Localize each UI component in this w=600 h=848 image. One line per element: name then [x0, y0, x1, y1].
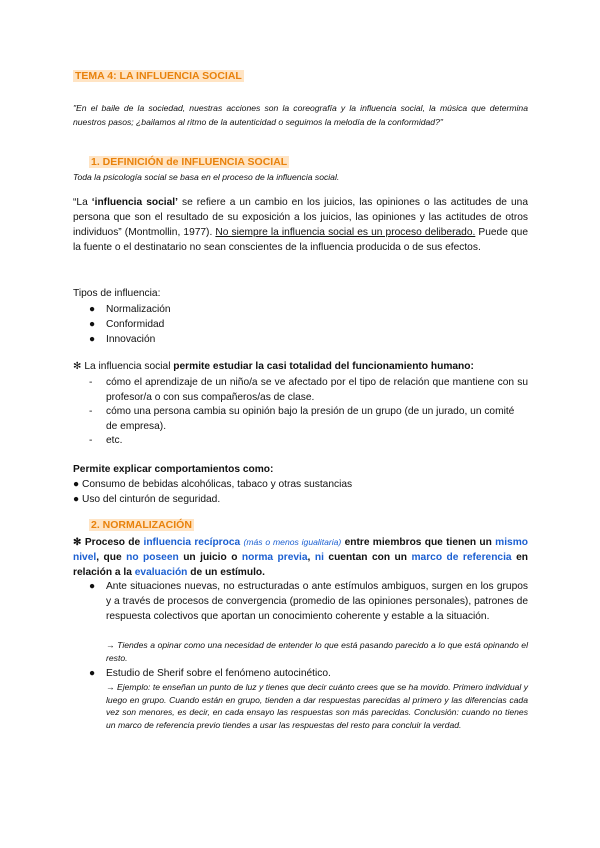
- list-item: ● Ante situaciones nuevas, no estructuradas o ante estímulos ambiguos, surgen en los grupos y a través de procesos de convergencia (promedio de las opiniones personales), patrones de respuesta colectivos que aportan un conocimiento coherente y estable a la situación.: [89, 581, 528, 622]
- definition-paragraph: “La ‘influencia social’ se refiere a un cambio en los juicios, las opiniones o las actitudes de una persona que son el resultado de su exposición a los juicios, las opiniones y las actitudes de otros individuos” (Montmollin, 1977). No siempre la influencia social es un proceso deliberado. Puede que la fuente o el destinatario no sean conscientes de la influencia producida o de sus efectos.: [73, 197, 528, 253]
- opening-quote: "En el baile de la sociedad, nuestras acciones son la coreografía y la influencia social, la música que determina nuestros pasos; ¿bailamos al ritmo de la autenticidad o seguimos la melodía de la conformidad?": [73, 103, 528, 127]
- document-title: TEMA 4: LA INFLUENCIA SOCIAL: [75, 70, 242, 82]
- section-2-heading: 2. NORMALIZACIÓN: [91, 519, 192, 531]
- note: → Ejemplo: te enseñan un punto de luz y tienes que decir cuánto crees que se ha movido. Primero individual y luego en grupo. Cuando están en grupo, tienden a dar respuestas parecidas al primero y las diferencias cada vez son menores, es decir, en cada ensayo las respuestas son más parecidas. Conclusión: cuando no tienes un marco de referencia previo tiendes a usar las respuestas del resto para concluir la verdad.: [106, 682, 528, 730]
- section-1-intro: Toda la psicología social se basa en el proceso de la influencia social.: [73, 172, 340, 182]
- types-label: Tipos de influencia:: [73, 288, 161, 299]
- study-statement: ✻ La influencia social permite estudiar la casi totalidad del funcionamiento humano:: [73, 361, 474, 372]
- explain-heading: Permite explicar comportamientos como:: [73, 464, 274, 475]
- normalization-definition: ✻ Proceso de influencia recíproca (más o menos igualitaria) entre miembros que tienen un mismo nivel, que no poseen un juicio o norma previa, ni cuentan con un marco de referencia en relación a la evaluación de un estímulo.: [73, 537, 528, 578]
- asterisk-icon: ✻: [73, 537, 85, 548]
- list-item: ● Consumo de bebidas alcohólicas, tabaco y otras sustancias: [73, 479, 353, 490]
- note: → Tiendes a opinar como una necesidad de entender lo que está pasando parecido a lo que está opinando el resto.: [106, 640, 528, 663]
- asterisk-icon: ✻: [73, 361, 85, 372]
- section-1-heading: 1. DEFINICIÓN de INFLUENCIA SOCIAL: [91, 156, 288, 168]
- list-item: - etc.: [89, 435, 123, 446]
- list-item: ● Uso del cinturón de seguridad.: [73, 494, 221, 505]
- list-item: - cómo una persona cambia su opinión bajo la presión de un grupo (de un jurado, un comité de empresa).: [89, 406, 515, 432]
- list-item: - cómo el aprendizaje de un niño/a se ve afectado por el tipo de relación que mantiene con su profesor/a o con sus compañeros/as de clase.: [89, 377, 528, 403]
